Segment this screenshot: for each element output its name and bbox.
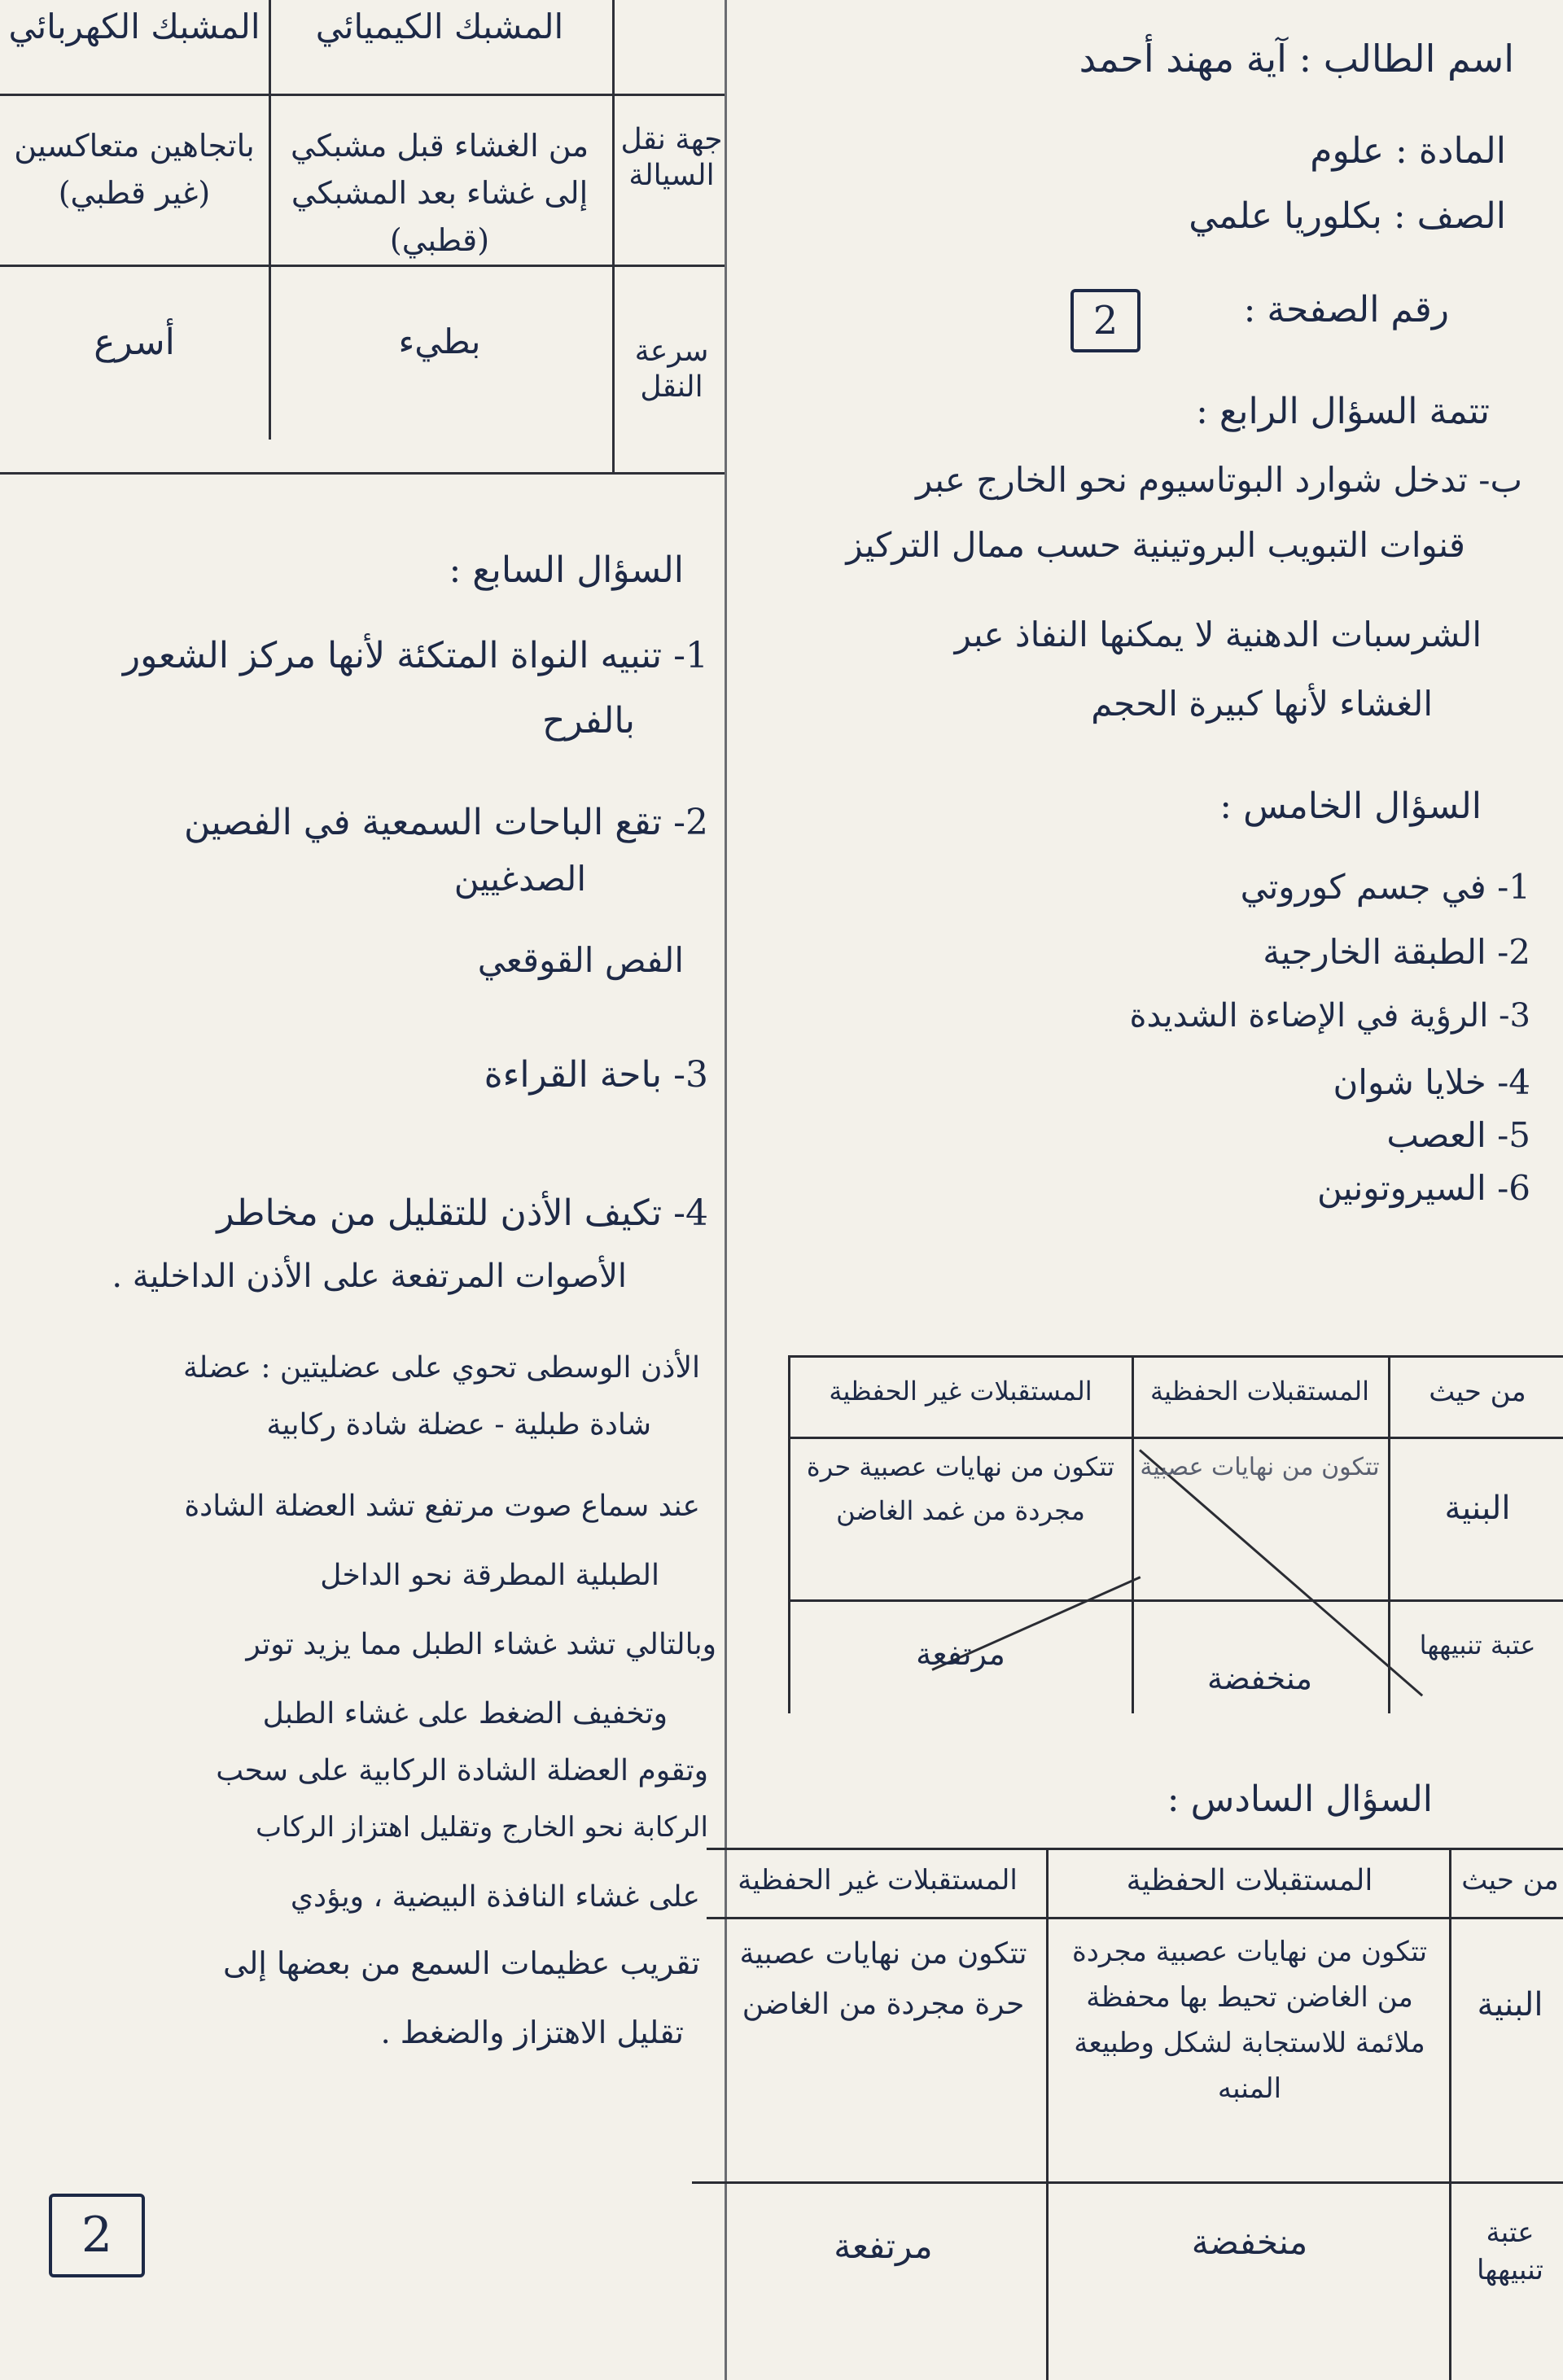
q7-para-line: وبالتالي تشد غشاء الطبل مما يزيد توتر xyxy=(246,1628,716,1661)
list-item: 3- الرؤية في الإضاءة الشديدة xyxy=(1129,997,1530,1035)
q4-item-b-line3: الشرسبات الدهنية لا يمكنها النفاذ عبر xyxy=(954,615,1482,654)
header-free: المستقبلات غير الحفظية xyxy=(738,1864,1018,1897)
q7-para-line: تقليل الاهتزاز والضغط . xyxy=(380,2015,684,2050)
list-item: 6- السيروتونين xyxy=(1316,1168,1530,1208)
q7-para-line: الأذن الوسطى تحوي على عضليتين : عضلة xyxy=(182,1351,700,1385)
page-number-box: 2 xyxy=(1070,289,1141,352)
cell-electrical-speed: أسرع xyxy=(94,322,175,363)
q4-title: تتمة السؤال الرابع : xyxy=(1196,391,1490,432)
q4-item-b-line4: الغشاء لأنها كبيرة الحجم xyxy=(1091,684,1433,724)
grade: الصف : بكلوريا علمي xyxy=(1189,195,1506,237)
table-line xyxy=(269,0,271,440)
cell-encapsulated-threshold: منخفضة xyxy=(1207,1660,1312,1696)
header-free: المستقبلات غير الحفظية xyxy=(829,1376,1092,1407)
header-electrical-synapse: المشبك الكهربائي xyxy=(8,7,260,46)
cell-encapsulated-structure: تتكون من نهايات عصبية xyxy=(1140,1453,1380,1481)
cell-free-threshold: مرتفعة xyxy=(834,2226,933,2266)
header-encapsulated: المستقبلات الحفظية xyxy=(1149,1376,1370,1407)
table-line xyxy=(1388,1355,1390,1713)
table-line xyxy=(788,1355,790,1713)
q7-item1-line2: بالفرح xyxy=(542,700,635,742)
row-label-speed: سرعة النقل xyxy=(634,335,709,404)
list-item: 4- خلايا شوان xyxy=(1333,1062,1530,1102)
q4-item-b-line1: ب- تدخل شوارد البوتاسيوم نحو الخارج عبر xyxy=(916,460,1522,500)
subject: المادة : علوم xyxy=(1310,130,1506,172)
header-encapsulated: المستقبلات الحفظية xyxy=(1126,1864,1373,1897)
cell-electrical-direction: باتجاهين متعاكسين (غير قطبي) xyxy=(14,128,255,211)
page-column-divider xyxy=(725,0,727,2380)
q7-para-line: عند سماع صوت مرتفع تشد العضلة الشادة xyxy=(184,1490,700,1523)
table-line xyxy=(0,265,725,267)
table-line xyxy=(1449,1848,1451,2380)
row-label-structure: البنية xyxy=(1477,1986,1543,2023)
q7-para-line: تقريب عظيمات السمع من بعضها إلى xyxy=(223,1945,700,1981)
q5-title: السؤال الخامس : xyxy=(1219,785,1482,827)
q7-para-line: شادة طبلية - عضلة شادة ركابية xyxy=(266,1408,651,1442)
row-label-structure: البنية xyxy=(1444,1490,1511,1527)
row-label-direction: جهة نقل السيالة xyxy=(620,123,723,192)
cell-chemical-speed: بطيء xyxy=(398,322,481,361)
q7-item2-line2: الصدغيين xyxy=(453,859,586,899)
q7-para-line: الطبلية المطرقة نحو الداخل xyxy=(320,1559,659,1592)
list-item: 2- الطبقة الخارجية xyxy=(1263,932,1530,972)
table-line xyxy=(1132,1355,1134,1713)
row-label-threshold: عتبة تنبيهها xyxy=(1419,1630,1536,1660)
list-item: 5- العصب xyxy=(1386,1115,1530,1155)
q7-para-line: وتقوم العضلة الشادة الركابية على سحب xyxy=(216,1754,708,1787)
table-line xyxy=(788,1437,1563,1439)
cell-free-threshold: مرتفعة xyxy=(916,1636,1005,1672)
page-number-label: رقم الصفحة : xyxy=(1243,289,1449,330)
table-line xyxy=(692,2181,1563,2184)
q7-para-line: وتخفيف الضغط على غشاء الطبل xyxy=(262,1697,668,1730)
q7-item2-line3: الفص القوقعي xyxy=(477,940,684,980)
table-line xyxy=(707,1917,1563,1919)
cell-encapsulated-threshold: منخفضة xyxy=(1191,2222,1308,2262)
cell-free-structure: تتكون من نهايات عصبية حرة مجردة من غمد الغاضن xyxy=(806,1451,1115,1526)
header-chemical-synapse: المشبك الكيميائي xyxy=(315,7,564,46)
q4-item-b-line2: قنوات التبويب البروتينية حسب ممال التركيز xyxy=(846,525,1465,565)
table-line xyxy=(707,1848,1563,1850)
cell-free-structure: تتكون من نهايات عصبية حرة مجردة من الغاضن xyxy=(739,1937,1027,2021)
table-line xyxy=(788,1355,1563,1358)
q7-para-line: الركابة نحو الخارج وتقليل اهتزاز الركاب xyxy=(255,1811,708,1844)
table-line xyxy=(788,1599,1563,1602)
header-aspect: من حيث xyxy=(1429,1376,1526,1408)
student-name: اسم الطالب : آية مهند أحمد xyxy=(1079,37,1514,81)
list-item: 1- في جسم كوروتي xyxy=(1240,867,1530,907)
table-line xyxy=(1046,1848,1049,2380)
q7-para-line: على غشاء النافذة البيضية ، ويؤدي xyxy=(290,1880,700,1914)
table-line xyxy=(0,94,725,96)
table-line xyxy=(0,472,725,475)
row-label-threshold: عتبة تنبيهها xyxy=(1477,2216,1543,2286)
q7-item4-line1: 4- تكيف الأذن للتقليل من مخاطر xyxy=(217,1192,708,1234)
bottom-page-number: 2 xyxy=(49,2194,145,2277)
q7-item4-line2: الأصوات المرتفعة على الأذن الداخلية . xyxy=(112,1258,627,1295)
q6-title: السؤال السادس : xyxy=(1167,1778,1433,1820)
cell-encapsulated-structure: تتكون من نهايات عصبية مجردة من الغاضن تحيط بها محفظة ملائمة للاستجابة لشكل وطبيعة المنبه xyxy=(1071,1936,1428,2105)
table-line xyxy=(612,0,615,472)
q7-title: السؤال السابع : xyxy=(449,549,684,591)
q7-item1-line1: 1- تنبيه النواة المتكئة لأنها مركز الشعور xyxy=(122,635,708,676)
cell-chemical-direction: من الغشاء قبل مشبكي إلى غشاء بعد المشبكي (قطبي) xyxy=(290,128,589,258)
header-aspect: من حيث xyxy=(1461,1864,1559,1897)
q7-item2-line1: 2- تقع الباحات السمعية في الفصين xyxy=(184,802,708,843)
q7-item3: 3- باحة القراءة xyxy=(484,1054,708,1096)
